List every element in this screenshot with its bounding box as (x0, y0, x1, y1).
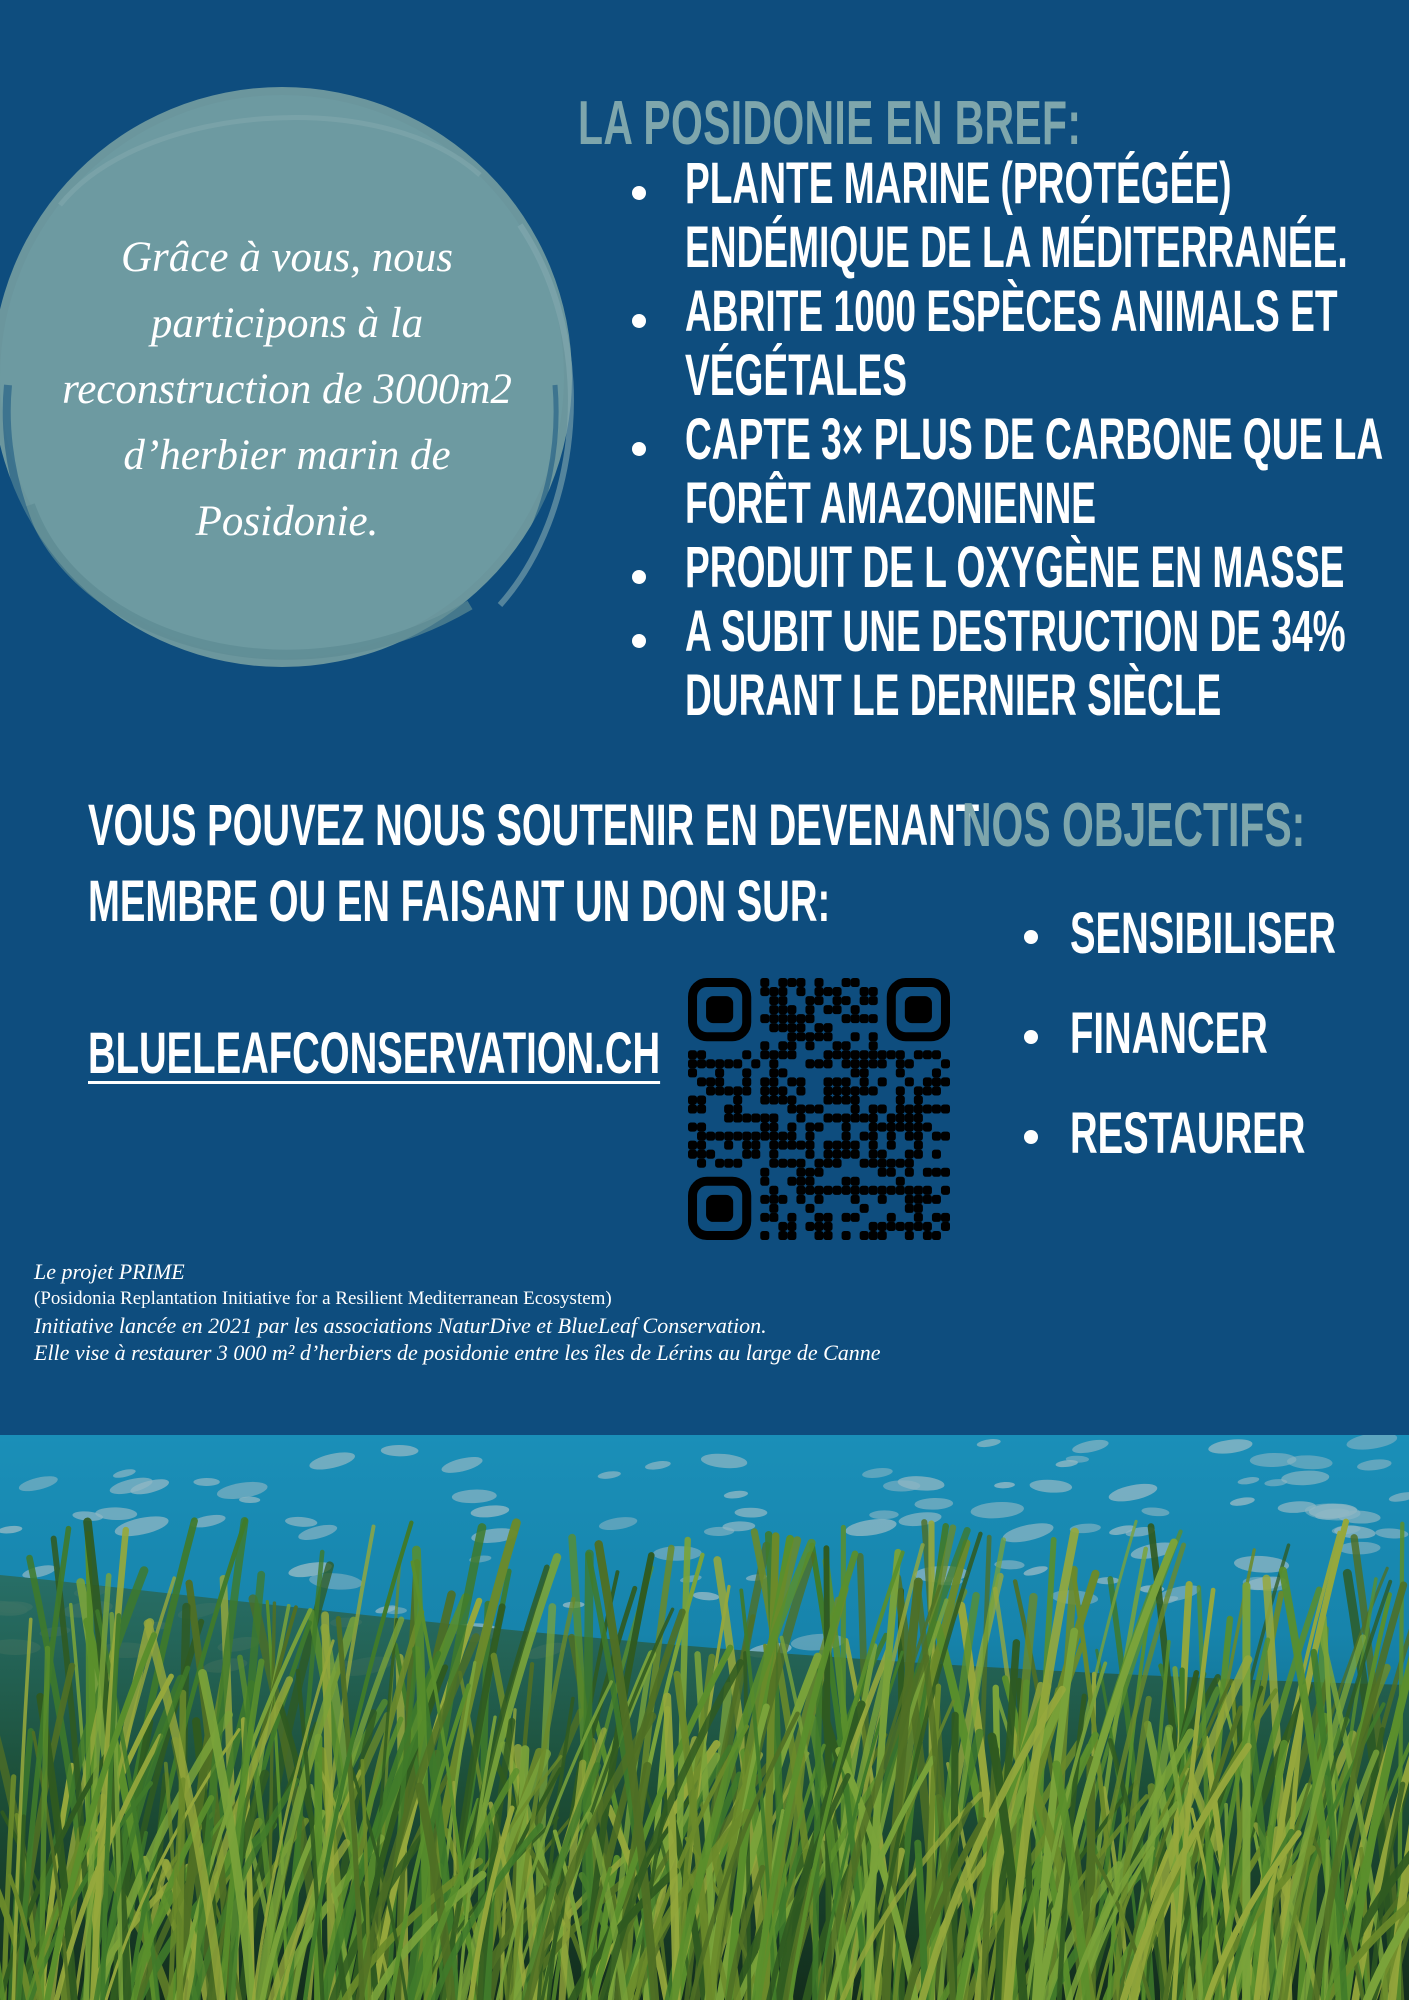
objective-label: RESTAURER (1070, 1101, 1306, 1166)
bref-list (620, 152, 1409, 728)
support-line: MEMBRE OU EN FAISANT UN DON SUR: (88, 869, 831, 934)
bullet-icon (632, 570, 646, 584)
footnote (34, 1258, 881, 1366)
bref-title: LA POSIDONIE EN BREF: (578, 89, 1082, 158)
bullet-icon (632, 634, 646, 648)
bref-item (620, 536, 1409, 600)
bullet-icon (632, 314, 646, 328)
objective-item (1020, 898, 1409, 998)
underwater-photo (0, 1435, 1409, 2000)
footnote-line: Initiative lancée en 2021 par les associations NaturDive et BlueLeaf Conservation. (34, 1313, 767, 1338)
bref-item (620, 152, 1409, 280)
bullet-icon (1024, 1030, 1038, 1044)
objective-item (1020, 1098, 1409, 1198)
website-link[interactable]: BLUELEAFCONSERVATION.CH (88, 1021, 661, 1086)
footnote-line: (Posidonia Replantation Initiative for a Resilient Mediterranean Ecosystem) (34, 1288, 612, 1309)
qr-code-icon[interactable] (688, 978, 950, 1240)
bullet-icon (1024, 930, 1038, 944)
objective-item (1020, 998, 1409, 1098)
objective-label: SENSIBILISER (1070, 901, 1336, 966)
bullet-icon (1024, 1130, 1038, 1144)
bref-item-line: ENDÉMIQUE DE LA MÉDITERRANÉE. (685, 215, 1348, 280)
footnote-line: Le projet PRIME (34, 1259, 185, 1284)
circle-quote-line: d’herbier marin de (123, 432, 451, 479)
objective-label: FINANCER (1070, 1001, 1268, 1066)
bref-item (620, 408, 1409, 536)
bref-item-line: A SUBIT UNE DESTRUCTION DE 34% (685, 599, 1346, 664)
bref-item (620, 280, 1409, 408)
circle-quote-line: reconstruction de 3000m2 (62, 366, 512, 413)
circle-quote-line: participons à la (150, 300, 424, 347)
bullet-icon (632, 442, 646, 456)
objectives-title: NOS OBJECTIFS: (962, 791, 1306, 860)
circle-quote (22, 225, 552, 555)
footnote-line: Elle vise à restaurer 3 000 m² d’herbiers de posidonie entre les îles de Lérins au large de Canne (34, 1340, 881, 1365)
bref-item-line: CAPTE 3× PLUS DE CARBONE QUE LA (685, 407, 1384, 472)
bref-item-line: FORÊT AMAZONIENNE (685, 471, 1097, 536)
bref-item-line: PRODUIT DE L OXYGÈNE EN MASSE (685, 535, 1345, 600)
brush-circle (0, 85, 585, 680)
bref-item-line: DURANT LE DERNIER SIÈCLE (685, 663, 1222, 728)
bref-item (620, 600, 1409, 728)
circle-quote-line: Posidonie. (195, 498, 379, 545)
support-line: VOUS POUVEZ NOUS SOUTENIR EN DEVENANT (88, 793, 980, 858)
circle-quote-line: Grâce à vous, nous (120, 234, 453, 281)
objectives-list (1020, 898, 1409, 1198)
bref-item-line: VÉGÉTALES (685, 343, 908, 408)
bref-item-line: ABRITE 1000 ESPÈCES ANIMALS ET (685, 279, 1338, 344)
bref-item-line: PLANTE MARINE (PROTÉGÉE) (685, 151, 1232, 216)
bullet-icon (632, 186, 646, 200)
